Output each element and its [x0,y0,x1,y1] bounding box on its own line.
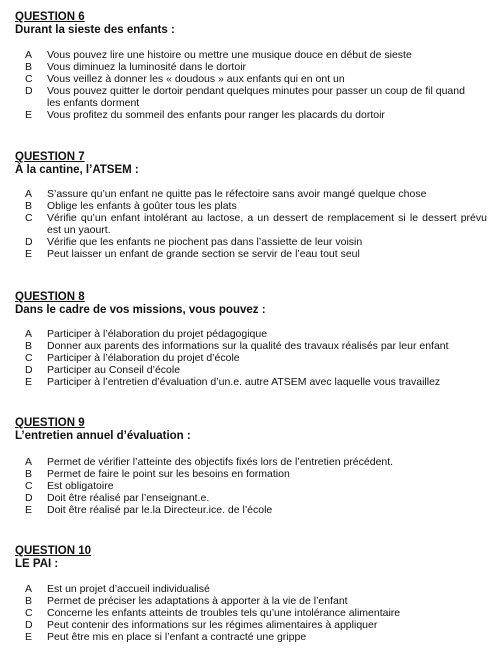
question-8 [15,291,485,389]
option-d [25,364,487,376]
option-letter: E [25,631,33,644]
option-c [25,607,487,619]
question-title: LE PAI : [15,558,59,570]
option-a [25,188,487,200]
question-number: QUESTION 8 [15,291,85,303]
option-text: Vous pouvez lire une histoire ou mettre une musique douce en début de sieste [47,49,412,61]
question-10 [15,545,485,644]
question-number: QUESTION 6 [15,11,85,23]
option-text: Vous pouvez quitter le dortoir pendant quelques minutes pour passer un coup de fil quand les enfants dorment [47,85,465,110]
question-number: QUESTION 7 [15,151,85,163]
option-text: Peut contenir des informations sur les régimes alimentaires à appliquer [47,619,378,632]
option-letter: B [25,200,33,213]
option-e [25,376,487,388]
option-text: Est obligatoire [47,480,114,493]
option-text: Doit être réalisé par l’enseignant.e. [47,492,210,505]
question-7 [15,151,487,261]
option-a [25,583,487,595]
option-text: Permet de faire le point sur les besoins en formation [47,468,290,481]
option-letter: C [25,212,33,225]
option-text: Vous profitez du sommeil des enfants pour ranger les placards du dortoir [47,109,385,122]
option-d [25,236,487,248]
option-text: S’assure qu’un enfant ne quitte pas le réfectoire sans avoir mangé quelque chose [47,188,427,200]
option-text: Peut laisser un enfant de grande section se servir de l’eau tout seul [47,248,360,261]
option-letter: A [25,188,33,200]
option-text: Participer à l’élaboration du projet pédagogique [47,328,268,340]
option-b [25,595,487,607]
option-text: Vérifie que les enfants ne piochent pas dans l’assiette de leur voisin [47,236,363,249]
option-letter: D [25,236,33,249]
question-title: Durant la sieste des enfants : [15,24,175,36]
option-e [25,504,487,516]
option-letter: E [25,248,33,261]
option-letter: B [25,340,33,353]
option-c [25,212,487,236]
option-letter: A [25,456,33,468]
option-d [25,619,487,631]
option-text: Vous diminuez la luminosité dans le dortoir [47,61,247,74]
option-letter: C [25,480,33,493]
question-title: Dans le cadre de vos missions, vous pouvez : [15,304,266,316]
option-e [25,631,487,643]
option-b [25,468,487,480]
option-text: Doit être réalisé par le.la Directeur.ice. de l’école [47,504,273,517]
option-c [25,352,487,364]
option-letter: B [25,595,33,608]
option-text: Vérifie qu’un enfant intolérant au lactose, a un dessert de remplacement si le dessert prévu est un yaourt. [47,212,487,237]
option-b [25,340,487,352]
option-d [25,85,487,109]
option-letter: B [25,61,33,74]
option-letter: C [25,73,33,86]
options-list [25,49,487,122]
option-letter: D [25,85,33,98]
option-text: Oblige les enfants à goûter tous les plats [47,200,237,213]
option-text: Permet de préciser les adaptations à apporter à la vie de l’enfant [47,595,348,608]
option-letter: E [25,376,33,389]
option-text: Participer au Conseil d’école [47,364,181,377]
option-letter: D [25,364,33,377]
option-text: Concerne les enfants atteints de troubles tels qu’une intolérance alimentaire [47,607,401,620]
option-b [25,200,487,212]
option-text: Vous veillez à donner les « doudous » aux enfants qui en ont un [47,73,345,86]
option-a [25,49,487,61]
option-text: Peut être mis en place si l’enfant a contracté une grippe [47,631,307,644]
option-letter: A [25,328,33,340]
option-d [25,492,487,504]
question-title: L’entretien annuel d’évaluation : [15,430,191,442]
option-letter: E [25,504,33,517]
option-text: Donner aux parents des informations sur la qualité des travaux réalisés par leur enfant [47,340,449,353]
option-text: Permet de vérifier l’atteinte des objectifs fixés lors de l’entretien précédent. [47,456,394,468]
option-letter: D [25,492,33,505]
option-c [25,480,487,492]
option-letter: C [25,607,33,620]
options-list [25,583,487,643]
question-6 [15,11,485,122]
question-9 [15,417,485,517]
option-a [25,456,487,468]
option-text: Est un projet d’accueil individualisé [47,583,210,595]
options-list [25,328,487,388]
option-b [25,61,487,73]
option-c [25,73,487,85]
option-letter: D [25,619,33,632]
option-letter: E [25,109,33,122]
option-letter: B [25,468,33,481]
option-text: Participer à l’élaboration du projet d’école [47,352,240,365]
options-list [25,188,487,261]
options-list [25,456,487,516]
option-letter: C [25,352,33,365]
option-letter: A [25,583,33,595]
question-number: QUESTION 9 [15,417,85,429]
option-letter: A [25,49,33,61]
question-number: QUESTION 10 [15,545,92,557]
option-text: Participer à l’entretien d’évaluation d’un.e. autre ATSEM avec laquelle vous travaillez [47,376,441,389]
option-e [25,248,487,260]
option-e [25,109,487,121]
option-a [25,328,487,340]
question-title: À la cantine, l’ATSEM : [15,164,139,176]
